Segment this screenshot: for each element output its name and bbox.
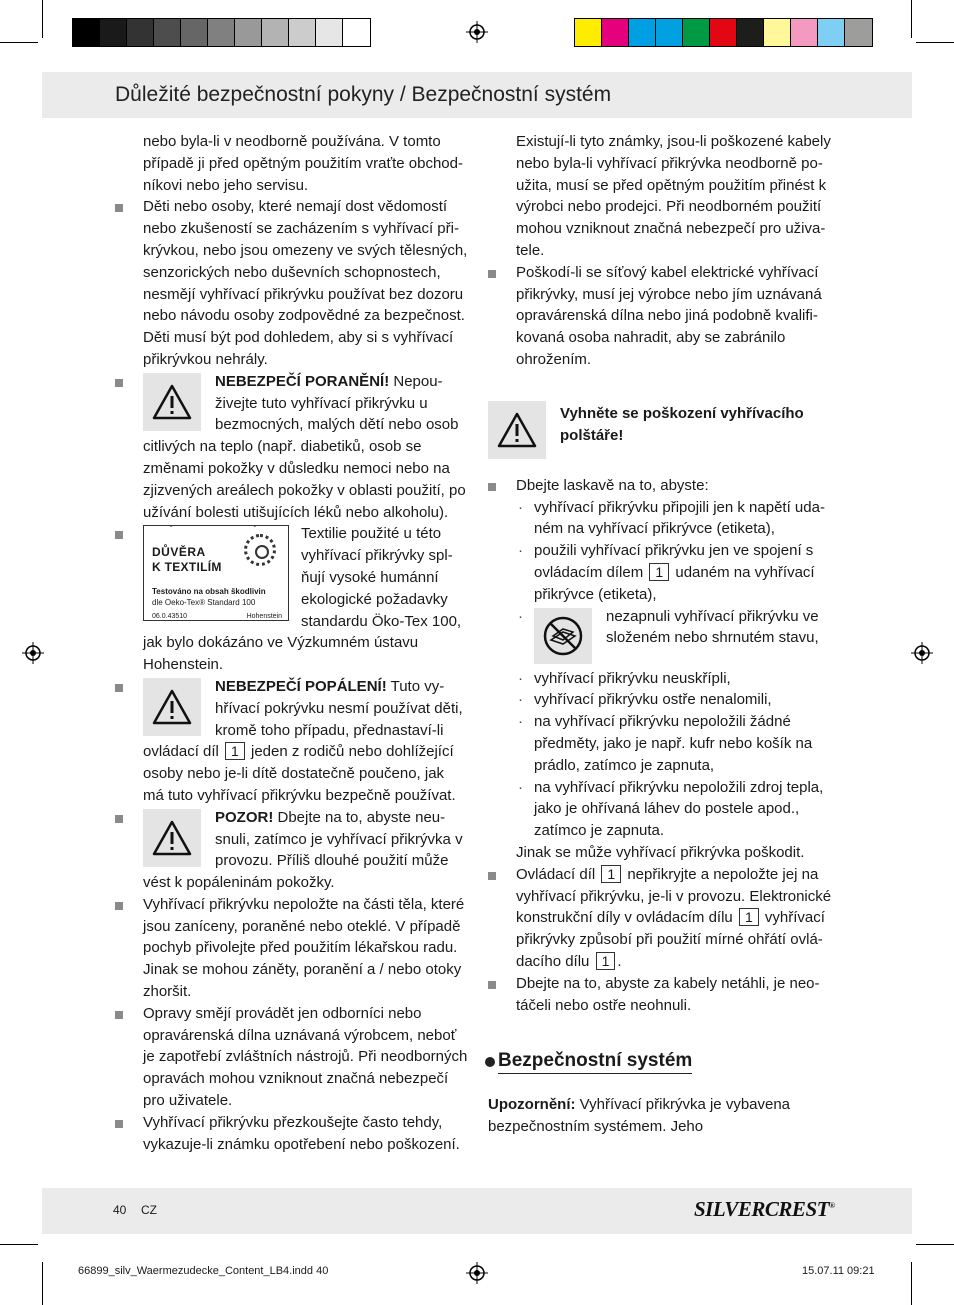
bullet-item: Dbejte laskavě na to, abyste: [516, 475, 841, 497]
color-swatch [235, 19, 262, 46]
oeko-tex-item [143, 523, 468, 676]
bullet-text: . [617, 952, 622, 970]
dash-text: nezapnuli vyhřívací přikrývku ve složeném nebo shrnutém stavu, [606, 607, 819, 647]
crop-mark [916, 1244, 954, 1245]
color-swatch [791, 19, 818, 46]
color-swatch [629, 19, 656, 46]
color-swatch [100, 19, 127, 46]
dash-item: · vyhřívací přikrývku připojili jen k napětí uda-ném na vyhřívací přikrývce (etiketa), [516, 497, 841, 541]
registration-mark-icon [466, 1262, 488, 1284]
bullet-item: Vyhřívací přikrývku přezkoušejte často tehdy, vykazuje-li známku opotřebení nebo poškození. [143, 1112, 468, 1156]
bullet-text: vyhřívací přikrývky způsobí při použití mírné ohřátí ovlá-dacího dílu [516, 909, 825, 970]
bullet-item: Poškodí-li se síťový kabel elektrické vyhřívací přikrývky, musí jej výrobce nebo jím uznávaná opravárenská dílna nebo jiná podobně kvalifi-kovaná osoba nahradit, aby se zabránilo ohrožením. [516, 262, 841, 371]
oeko-institute: Hohenstein [246, 613, 282, 621]
part-number-badge: 1 [596, 952, 616, 970]
paragraph: Existují-li tyto známky, jsou-li poškozené kabely nebo byla-li vyhřívací přikrývka neodborně po-užita, musí se před opětným použitím přinést k výrobci nebo prodejci. Při neodborném použití mohou vzniknout značná nebezpečí pro uživa-tele. [516, 133, 831, 259]
bullet-text: nepřikryjte a nepoložte jej na vyhřívací přikrývku, je-li v provozu. Elektronické konstrukční díly v ovládacím dílu [516, 865, 832, 927]
oeko-line1: DŮVĚRA [152, 545, 206, 560]
dash-item [516, 540, 841, 605]
color-swatch [764, 19, 791, 46]
warning-text: jeden z rodičů nebo dohlížející osoby nebo je-li dítě dostatečně poučeno, jak má tuto vyhřívací přikrývku bezpečně používat. [143, 743, 456, 804]
warning-injury [143, 371, 468, 524]
bullet-text: Ovládací díl [516, 865, 600, 883]
registration-mark-icon [466, 21, 488, 43]
color-swatch [656, 19, 683, 46]
crop-mark [42, 0, 43, 38]
note-text: Vyhřívací přikrývka je vybavena bezpečnostním systémem. Jeho [488, 1096, 791, 1135]
bullet-item [516, 864, 841, 973]
color-swatch [737, 19, 764, 46]
color-swatch [73, 19, 100, 46]
brand-part-a: SILVER [694, 1197, 765, 1221]
crop-mark [42, 1262, 43, 1305]
process-color-bar [574, 18, 873, 47]
file-slug: 66899_silv_Waermezudecke_Content_LB4.indd 40 [78, 1265, 329, 1277]
color-swatch [208, 19, 235, 46]
paragraph: nebo byla-li v neodborně používána. V tomto případě ji před opětným použitím vraťte obchod-níkovi nebo jeho servisu. [143, 133, 463, 194]
color-swatch [575, 19, 602, 46]
color-swatch [343, 19, 370, 46]
crop-mark [916, 42, 954, 43]
color-swatch [127, 19, 154, 46]
color-swatch [818, 19, 845, 46]
color-swatch [710, 19, 737, 46]
oeko-text: Textilie použité u této vyhřívací přikrývky spl-ňují vysoké humánní ekologické požadavky standardu Öko-Tex 100, jak bylo dokázáno ve Výzkumném ústavu Hohenstein. [143, 525, 462, 674]
color-swatch [683, 19, 710, 46]
warning-triangle-icon [143, 809, 201, 867]
warning-label: NEBEZPEČÍ POPÁLENÍ! [215, 677, 387, 695]
language-code: CZ [141, 1203, 157, 1217]
oeko-code: 06.0.43510 [152, 613, 188, 621]
color-swatch [181, 19, 208, 46]
color-swatch [154, 19, 181, 46]
warning-caution [143, 807, 468, 894]
oeko-tex-label-logo [143, 525, 289, 621]
registration-mark-icon [911, 642, 933, 664]
warning-triangle-icon [488, 401, 546, 459]
brand-logo [694, 1197, 834, 1222]
part-number-badge: 1 [225, 742, 245, 760]
warning-text: Tuto vy-hřívací pokrývku nesmí používat děti, kromě toho případu, přednastaví-li ovládací díl [143, 677, 463, 761]
section-heading: Bezpečnostní systém [498, 1050, 692, 1074]
bullet-item: Vyhřívací přikrývku nepoložte na části těla, které jsou zaníceny, poraněné nebo oteklé. V případě pochyb přivolejte před použitím lékařskou radu. Jinak se mohou záněty, poranění a / nebo otoky zhoršit. [143, 894, 468, 1003]
crop-mark [911, 1262, 912, 1305]
oeko-line3: Testováno na obsah škodlivin [152, 587, 266, 597]
dash-item: · na vyhřívací přikrývku nepoložili žádné předměty, jako je např. kufr nebo košík na prádlo, zatímco je zapnuta, [516, 711, 841, 776]
color-swatch [316, 19, 343, 46]
left-column [143, 131, 468, 1155]
bullet-item: Opravy smějí provádět jen odborníci nebo opravárenská dílna uznávaná výrobcem, neboť je zapotřebí zvláštních nástrojů. Při neodborných opravách mohou vzniknout značná nebezpečí pro uživatele. [143, 1003, 468, 1112]
note-label: Upozornění: [488, 1096, 576, 1114]
grayscale-color-bar [72, 18, 371, 47]
crop-mark [0, 1244, 38, 1245]
dash-item [516, 606, 841, 668]
brand-registered-mark: ® [828, 1201, 835, 1210]
dash-item: · na vyhřívací přikrývku nepoložili zdroj tepla, jako je ohřívaná láhev do postele apod., zatímco je zapnuta. [516, 777, 841, 842]
warning-damage [488, 399, 841, 463]
registration-mark-icon [22, 642, 44, 664]
warning-triangle-icon [143, 678, 201, 736]
dash-text: udaném na vyhřívací přikrývce (etiketa), [534, 563, 815, 603]
dash-text: použili vyhřívací přikrývku jen ve spojení s ovládacím dílem [534, 542, 814, 581]
bullet-item: Dbejte na to, abyste za kabely netáhli, je neo-táčeli nebo ostře neohnuli. [516, 973, 841, 1017]
part-number-badge: 1 [739, 908, 759, 926]
color-swatch [262, 19, 289, 46]
part-number-badge: 1 [649, 563, 669, 581]
dash-item: · vyhřívací přikrývku neuskřípli, [516, 668, 841, 690]
oeko-flower-icon [244, 534, 276, 566]
warning-triangle-icon [143, 373, 201, 431]
paragraph: Jinak se může vyhřívací přikrývka poškodit. [516, 843, 805, 861]
page-title: Důležité bezpečnostní pokyny / Bezpečnostní systém [115, 83, 612, 106]
part-number-badge: 1 [601, 865, 621, 883]
bullet-item: Děti nebo osoby, které nemají dost vědomostí nebo zkušeností se zacházením s vyhřívací při-krývkou, nebo jsou omezeny ve svých tělesných, senzorických nebo duševních schopnostech, nesmějí vyhřívací přikrývku používat bez dozoru nebo návodu osoby zodpovědné za bezpečnost. Děti musí být pod dohledem, aby si s vyhřívací přikrývkou nehrály. [143, 196, 468, 370]
note-paragraph [488, 1094, 841, 1138]
warning-heading: Vyhněte se poškození vyhřívacího polštáře! [560, 404, 804, 444]
date-slug: 15.07.11 09:21 [802, 1265, 875, 1277]
warning-label: NEBEZPEČÍ PORANĚNÍ! [215, 372, 390, 390]
no-folding-icon [534, 608, 592, 664]
color-swatch [845, 19, 872, 46]
right-column [488, 131, 841, 1138]
crop-mark [911, 0, 912, 38]
dash-item: · vyhřívací přikrývku ostře nenalomili, [516, 689, 841, 711]
brand-part-b: CREST [764, 1197, 829, 1221]
warning-text: Dbejte na to, abyste neu-snuli, zatímco je vyhřívací přikrývka v provozu. Příliš dlouhé použití může vést k popáleninám pokožky. [143, 808, 463, 892]
crop-mark [0, 42, 38, 43]
warning-burn [143, 676, 468, 807]
oeko-line2: K TEXTILÍM [152, 560, 222, 575]
oeko-line4: dle Oeko-Tex® Standard 100 [152, 598, 256, 608]
page-number: 40 [113, 1203, 127, 1217]
color-swatch [289, 19, 316, 46]
warning-text: Nepou-živejte tuto vyhřívací přikrývku u bezmocných, malých dětí nebo osob citlivých na teplo (např. diabetiků, osob se změnami pokožky v důsledku nemoci nebo na zjizvených areálech pokožky v oblasti použití, po užívání bolesti utišujících léků nebo alkoholu). [143, 372, 466, 521]
color-swatch [602, 19, 629, 46]
warning-label: POZOR! [215, 808, 274, 826]
